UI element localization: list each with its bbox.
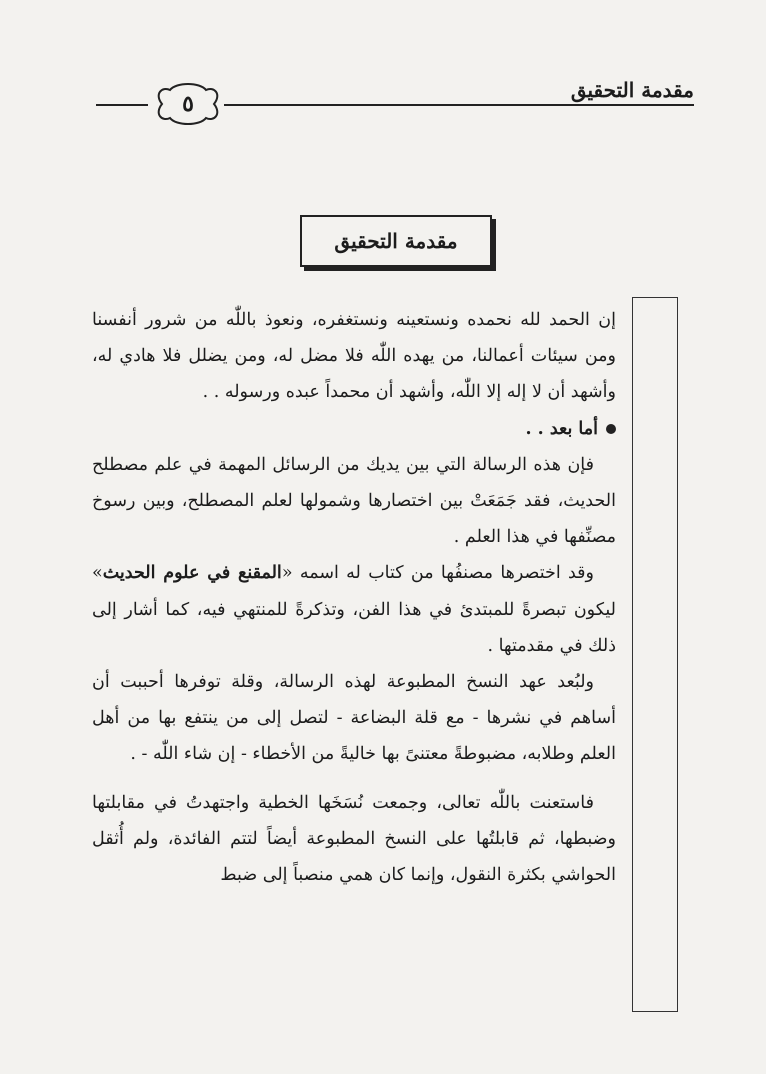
paragraph-5: فاستعنت باللّٰه تعالى، وجمعت نُسَخَها الخطية واجتهدتُ في مقابلتها وضبطها، ثم قابلتُها على النسخ المطبوعة أيضاً لتتم الفائدة، ولم أُثقل الحواشي بكثرة النقول، وإنما كان همي منصباً إلى ضبط	[92, 792, 616, 886]
bullet-line	[92, 411, 616, 447]
header-rule-left	[96, 104, 148, 106]
page-number-badge	[148, 80, 228, 128]
paragraph-4: ولبُعد عهد النسخ المطبوعة لهذه الرسالة، وقلة توفرها أحببت أن أساهم في نشرها - مع قلة البضاعة - لتصل إلى من ينتفع بها من أهل العلم وطلابه، مضبوطةً معتنىً بها خاليةً من الأخطاء - إن شاء اللّٰه - .	[92, 672, 616, 765]
paragraph-1: إن الحمد لله نحمده ونستعينه ونستغفره، ونعوذ باللّٰه من شرور أنفسنا ومن سيئات أعمالنا، من يهده اللّٰه فلا مضل له، ومن يضلل فلا هادي له، وأشهد أن لا إله إلا اللّٰه، وأشهد أن محمداً عبده ورسوله . .	[92, 310, 616, 403]
bullet-icon	[606, 424, 616, 434]
section-title: مقدمة التحقيق	[334, 229, 458, 253]
body-text	[92, 302, 616, 893]
paragraph-3-before: وقد اختصرها مصنفُها من كتاب له اسمه «	[281, 563, 594, 584]
running-header	[96, 72, 694, 124]
bullet-text: أما بعد . .	[525, 418, 598, 439]
paragraph-2: فإن هذه الرسالة التي بين يديك من الرسائل المهمة في علم مصطلح الحديث، فقد جَمَعَتْ بين اختصارها وشمولها لعلم المصطلح، وبين رسوخ مصنِّفها في هذا العلم .	[92, 454, 616, 548]
margin-frame	[632, 297, 678, 1012]
section-title-box	[300, 215, 492, 267]
page-number: ٥	[182, 91, 194, 117]
running-title: مقدمة التحقيق	[570, 78, 694, 102]
book-title: المقنع في علوم الحديث	[102, 563, 282, 584]
header-rule-right	[224, 104, 694, 106]
paragraph-3	[92, 555, 616, 664]
paragraph-3-after: » ليكون تبصرةً للمبتدئ في هذا الفن، وتذكرةً للمنتهي فيه، كما أشار إلى ذلك في مقدمتها .	[92, 563, 616, 656]
